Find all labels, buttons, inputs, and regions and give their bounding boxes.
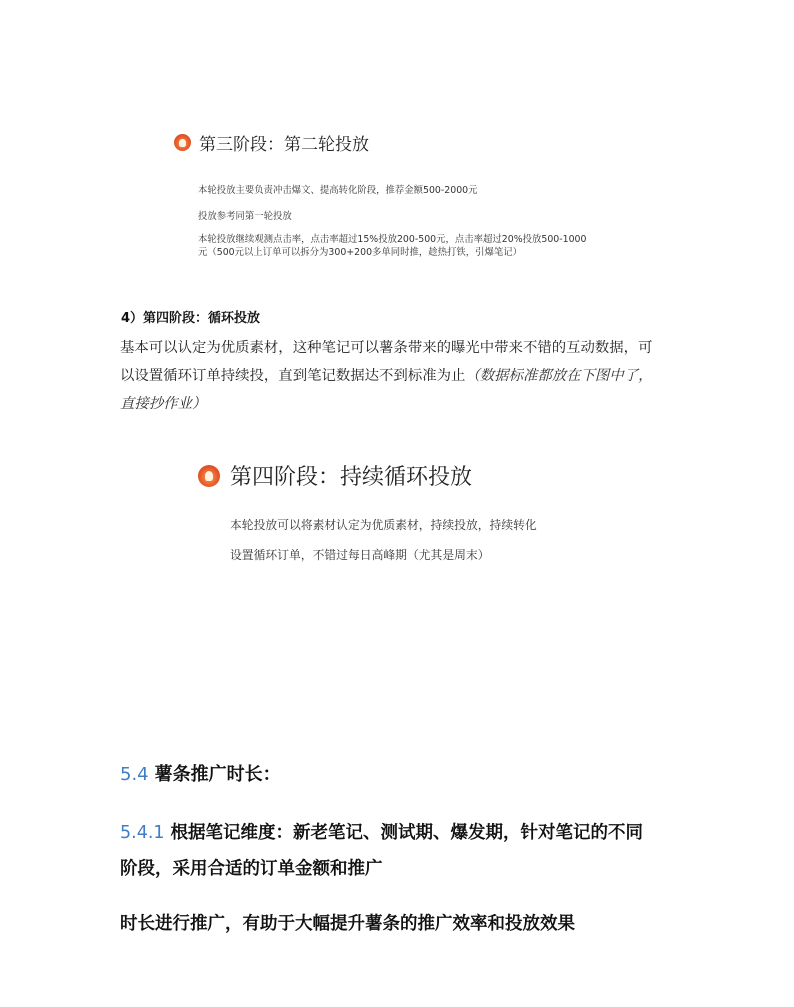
section-5-4-number: 5.4 bbox=[120, 764, 149, 785]
section4-note-1: （数据标准都放在下图中了， bbox=[465, 368, 653, 384]
stage4-card bbox=[192, 448, 622, 578]
section4-line-2-text: 以设置循环订单持续投，直到笔记数据达不到标准为止 bbox=[120, 368, 466, 384]
section-5-4-1-number: 5.4.1 bbox=[120, 823, 165, 843]
stage3-line-3: 本轮投放继续观测点击率，点击率超过15%投放200-500元，点击率超过20%投放500-1000 bbox=[198, 234, 587, 245]
stage4-line-1: 本轮投放可以将素材认定为优质素材，持续投放，持续转化 bbox=[230, 518, 537, 532]
stage3-line-2: 投放参考同第一轮投放 bbox=[198, 211, 292, 222]
section4-paragraph bbox=[120, 334, 680, 418]
section4-heading: 4）第四阶段：循环投放 bbox=[121, 311, 261, 326]
fire-icon bbox=[174, 134, 191, 151]
section-5-4-1-line-3: 时长进行推广，有助于大幅提升薯条的推广效率和投放效果 bbox=[120, 914, 575, 934]
section-5-4-1-line-2: 阶段，采用合适的订单金额和推广 bbox=[120, 859, 383, 879]
section-5-4-1-text-1: 根据笔记维度：新老笔记、测试期、爆发期，针对笔记的不同 bbox=[170, 823, 644, 843]
section-5-4-title: 薯条推广时长： bbox=[154, 764, 281, 785]
stage3-line-1: 本轮投放主要负责冲击爆文、提高转化阶段，推荐金额500-2000元 bbox=[198, 185, 478, 196]
fire-icon bbox=[198, 465, 220, 487]
section-5-4-1-line-1 bbox=[120, 819, 643, 844]
stage3-title: 第三阶段：第二轮投放 bbox=[199, 135, 369, 155]
section4-line-1: 基本可以认定为优质素材，这种笔记可以薯条带来的曝光中带来不错的互动数据，可 bbox=[120, 340, 653, 356]
stage3-line-4: 元（500元以上订单可以拆分为300+200多单同时推，趁热打铁，引爆笔记） bbox=[198, 247, 523, 258]
stage3-card bbox=[166, 118, 626, 268]
stage4-line-2: 设置循环订单，不错过每日高峰期（尤其是周末） bbox=[230, 548, 490, 562]
stage4-header bbox=[198, 460, 472, 491]
stage4-title: 第四阶段：持续循环投放 bbox=[230, 465, 473, 490]
section4-note-2: 直接抄作业） bbox=[120, 396, 207, 412]
section4-line-2 bbox=[120, 362, 680, 390]
section-5-4-heading bbox=[120, 760, 281, 786]
stage3-header bbox=[174, 130, 369, 155]
